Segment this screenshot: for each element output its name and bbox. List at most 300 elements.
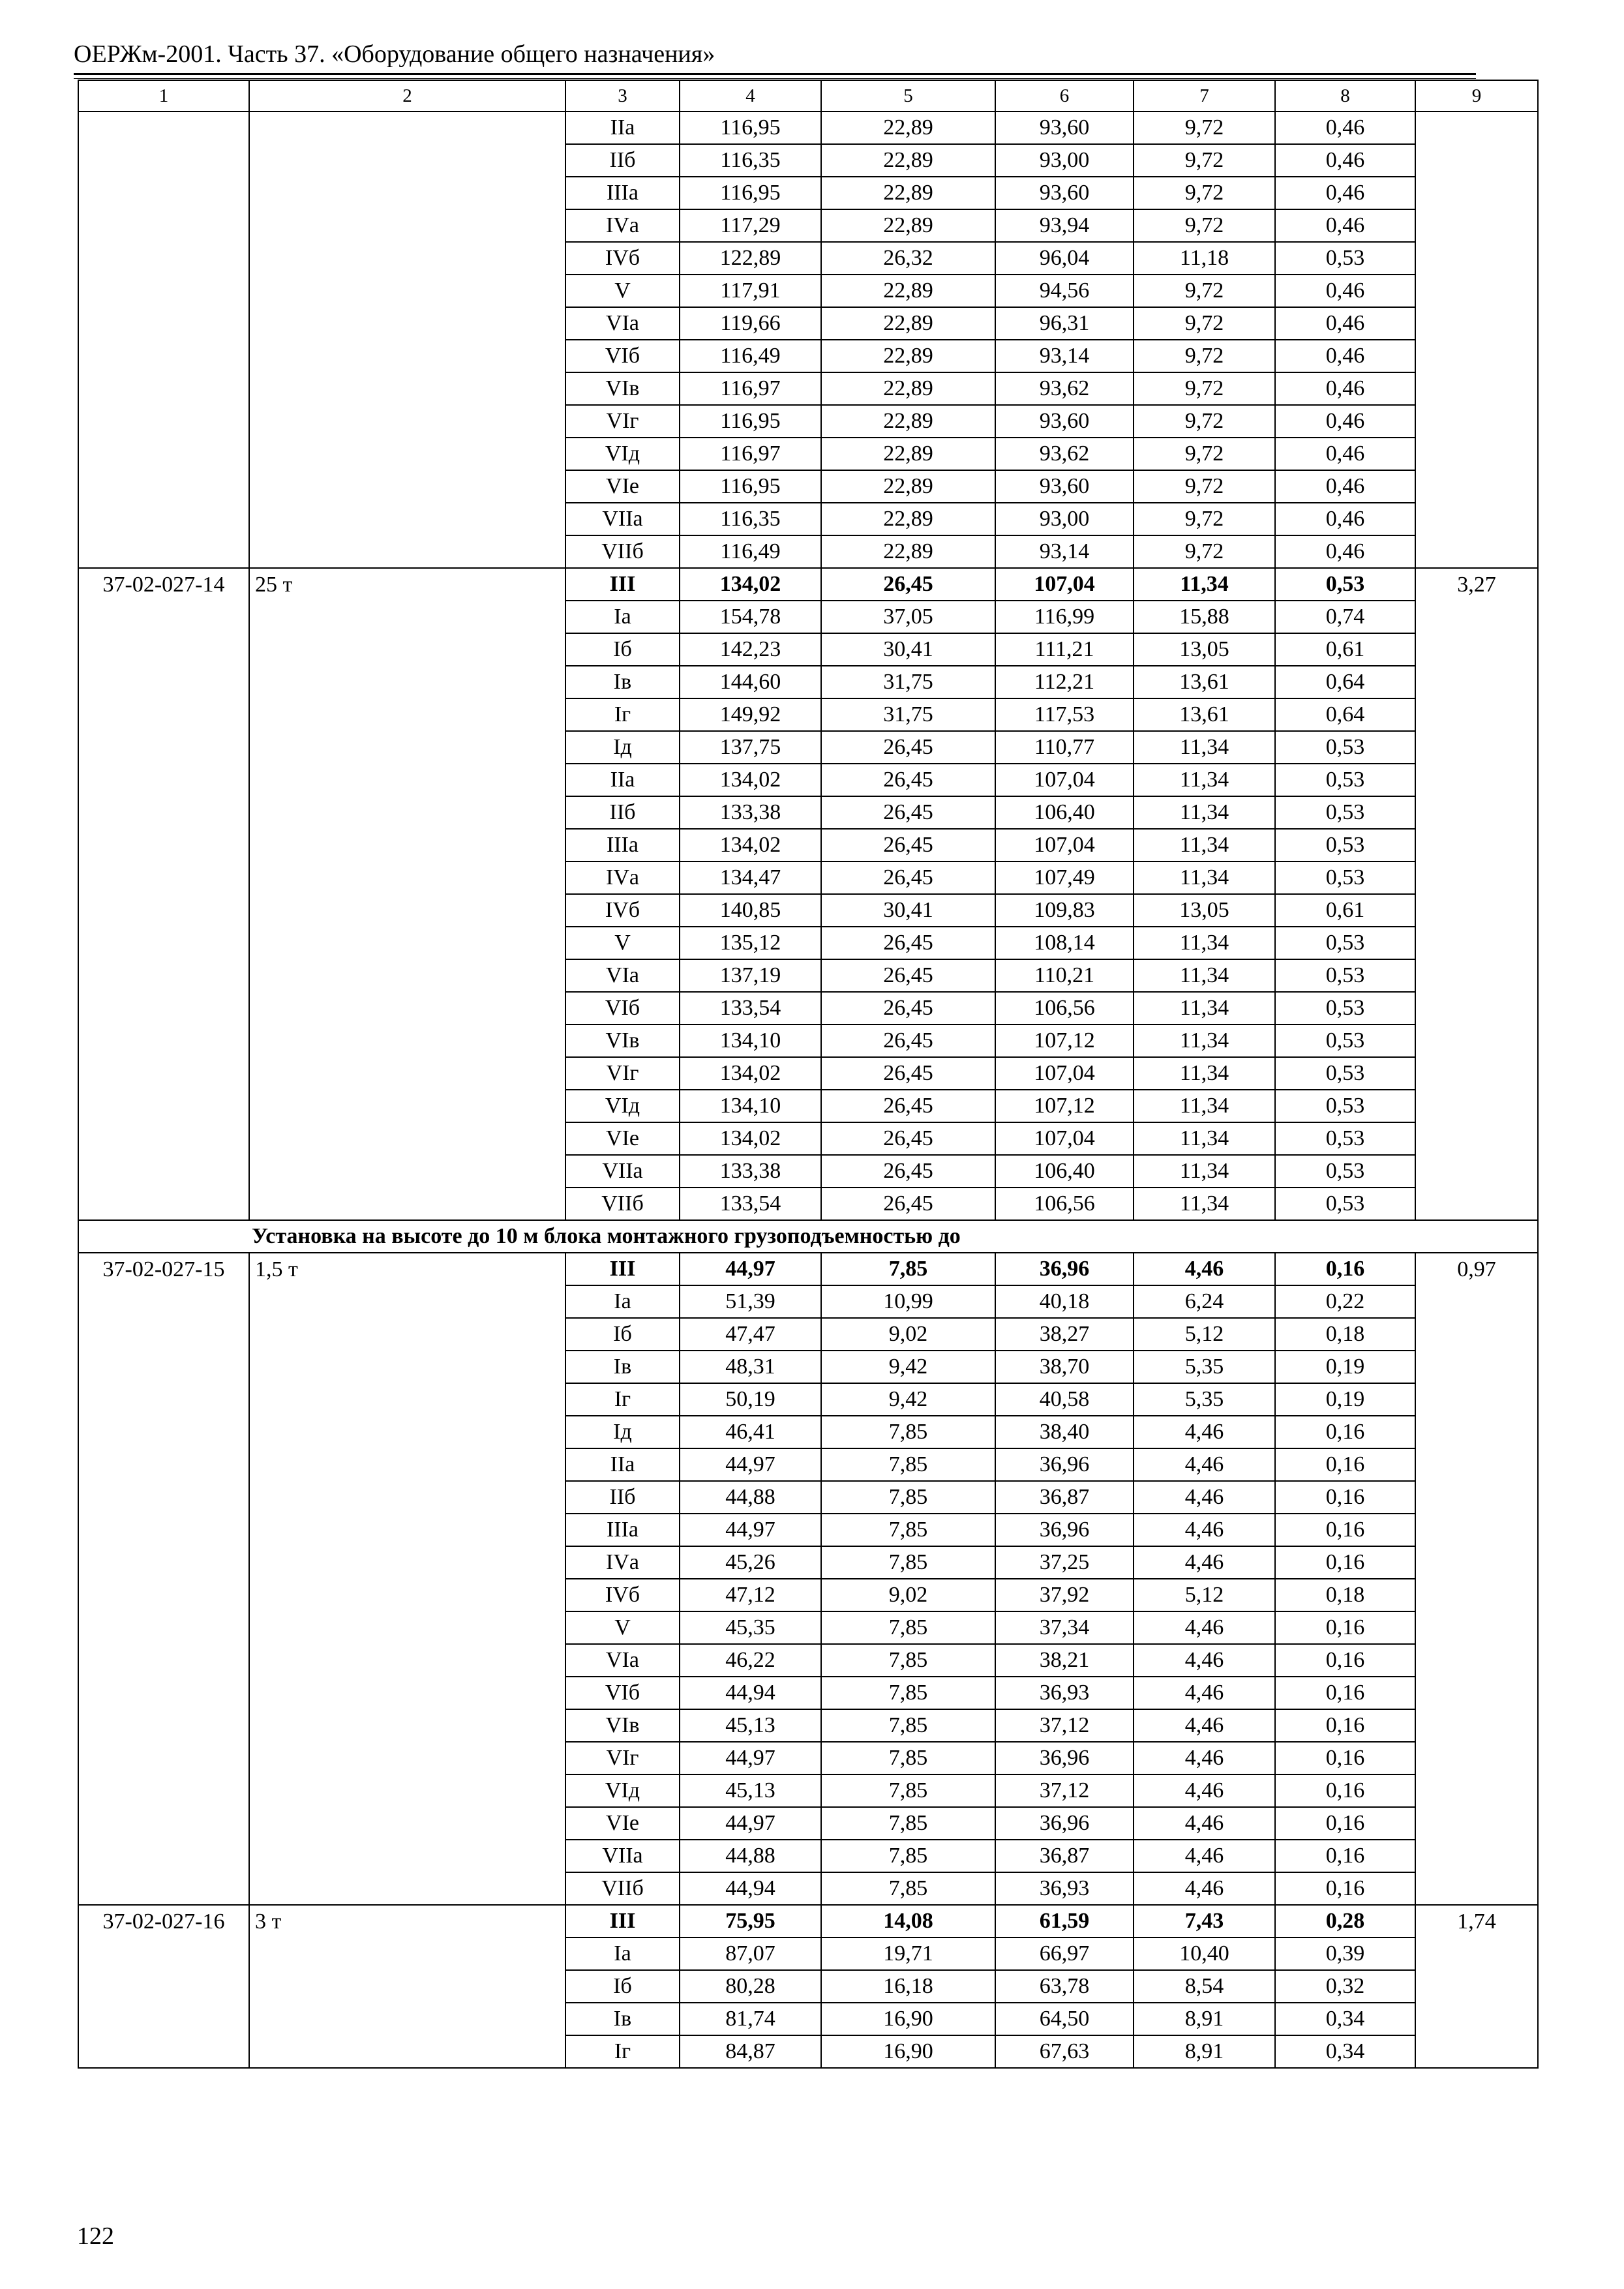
- value-cell: 6,24: [1134, 1285, 1275, 1318]
- value-cell: 0,53: [1275, 1025, 1415, 1057]
- zone-cell: VIг: [565, 405, 680, 438]
- value-cell: 0,46: [1275, 503, 1415, 535]
- value-cell: 11,34: [1134, 731, 1275, 764]
- zone-cell: Iд: [565, 731, 680, 764]
- value-cell: 13,61: [1134, 666, 1275, 698]
- value-cell: 4,46: [1134, 1611, 1275, 1644]
- value-cell: 0,53: [1275, 959, 1415, 992]
- value-cell: 16,18: [821, 1970, 995, 2003]
- value-cell: 7,85: [821, 1840, 995, 1872]
- zone-cell: Iд: [565, 1416, 680, 1448]
- value-cell: 4,46: [1134, 1481, 1275, 1514]
- page-number: 122: [77, 2222, 114, 2250]
- value-cell: 44,97: [680, 1448, 821, 1481]
- value-cell: 22,89: [821, 275, 995, 307]
- zone-cell: Iа: [565, 601, 680, 633]
- value-cell: 0,61: [1275, 633, 1415, 666]
- zone-cell: VIIа: [565, 503, 680, 535]
- zone-cell: VIб: [565, 1677, 680, 1709]
- value-cell: 93,62: [995, 438, 1134, 470]
- value-cell: 19,71: [821, 1937, 995, 1970]
- value-cell: 93,14: [995, 535, 1134, 568]
- value-cell: 0,53: [1275, 927, 1415, 959]
- value-cell: 137,75: [680, 731, 821, 764]
- value-cell: 0,53: [1275, 1188, 1415, 1220]
- value-cell: 116,95: [680, 405, 821, 438]
- zone-cell: VIе: [565, 1807, 680, 1840]
- zone-cell: IIа: [565, 1448, 680, 1481]
- value-cell: 13,05: [1134, 633, 1275, 666]
- value-cell: 140,85: [680, 894, 821, 927]
- value-cell: 4,46: [1134, 1774, 1275, 1807]
- value-cell: 133,54: [680, 1188, 821, 1220]
- zone-cell: VIд: [565, 1774, 680, 1807]
- value-cell: 116,97: [680, 372, 821, 405]
- value-cell: 9,72: [1134, 438, 1275, 470]
- item-name-cell: 1,5 т: [249, 1253, 565, 1905]
- zone-cell: VIд: [565, 438, 680, 470]
- value-cell: 46,22: [680, 1644, 821, 1677]
- value-cell: 10,40: [1134, 1937, 1275, 1970]
- value-cell: 45,13: [680, 1709, 821, 1742]
- value-cell: 9,72: [1134, 535, 1275, 568]
- zone-cell: VIIб: [565, 535, 680, 568]
- column-number-cell: 5: [821, 80, 995, 112]
- value-cell: 116,49: [680, 535, 821, 568]
- zone-cell: Iг: [565, 2035, 680, 2068]
- value-cell: 116,97: [680, 438, 821, 470]
- zone-cell: III: [565, 1905, 680, 1937]
- value-cell: 0,16: [1275, 1840, 1415, 1872]
- value-cell: 9,02: [821, 1579, 995, 1611]
- item-code-cell: [78, 112, 249, 568]
- value-cell: 81,74: [680, 2003, 821, 2035]
- value-cell: 11,34: [1134, 1057, 1275, 1090]
- zone-cell: VIб: [565, 340, 680, 372]
- col9-cell: 0,97: [1415, 1253, 1538, 1905]
- zone-cell: Iв: [565, 666, 680, 698]
- column-number-cell: 8: [1275, 80, 1415, 112]
- value-cell: 7,85: [821, 1253, 995, 1285]
- value-cell: 36,93: [995, 1872, 1134, 1905]
- value-cell: 26,45: [821, 568, 995, 601]
- value-cell: 0,46: [1275, 275, 1415, 307]
- value-cell: 0,16: [1275, 1481, 1415, 1514]
- value-cell: 7,43: [1134, 1905, 1275, 1937]
- zone-cell: V: [565, 927, 680, 959]
- value-cell: 93,14: [995, 340, 1134, 372]
- column-number-cell: 6: [995, 80, 1134, 112]
- value-cell: 7,85: [821, 1514, 995, 1546]
- value-cell: 7,85: [821, 1742, 995, 1774]
- value-cell: 116,95: [680, 112, 821, 144]
- value-cell: 22,89: [821, 405, 995, 438]
- value-cell: 84,87: [680, 2035, 821, 2068]
- value-cell: 22,89: [821, 209, 995, 242]
- item-code-cell: 37-02-027-15: [78, 1253, 249, 1905]
- value-cell: 0,19: [1275, 1351, 1415, 1383]
- value-cell: 63,78: [995, 1970, 1134, 2003]
- value-cell: 0,18: [1275, 1318, 1415, 1351]
- value-cell: 0,53: [1275, 731, 1415, 764]
- value-cell: 0,16: [1275, 1416, 1415, 1448]
- zone-cell: Iб: [565, 633, 680, 666]
- value-cell: 117,29: [680, 209, 821, 242]
- value-cell: 106,56: [995, 1188, 1134, 1220]
- value-cell: 134,02: [680, 1122, 821, 1155]
- value-cell: 0,16: [1275, 1774, 1415, 1807]
- value-cell: 9,72: [1134, 470, 1275, 503]
- value-cell: 7,85: [821, 1872, 995, 1905]
- zone-cell: Iа: [565, 1937, 680, 1970]
- value-cell: 0,34: [1275, 2035, 1415, 2068]
- value-cell: 0,22: [1275, 1285, 1415, 1318]
- zone-cell: IVа: [565, 209, 680, 242]
- value-cell: 66,97: [995, 1937, 1134, 1970]
- zone-cell: IVб: [565, 894, 680, 927]
- value-cell: 0,46: [1275, 112, 1415, 144]
- value-cell: 36,87: [995, 1481, 1134, 1514]
- value-cell: 5,35: [1134, 1383, 1275, 1416]
- value-cell: 37,05: [821, 601, 995, 633]
- table-row: [78, 1253, 1538, 1285]
- zone-cell: VIв: [565, 1709, 680, 1742]
- column-number-row: [78, 80, 1538, 112]
- value-cell: 22,89: [821, 177, 995, 209]
- value-cell: 26,45: [821, 861, 995, 894]
- value-cell: 30,41: [821, 894, 995, 927]
- value-cell: 47,12: [680, 1579, 821, 1611]
- zone-cell: VIв: [565, 1025, 680, 1057]
- value-cell: 0,61: [1275, 894, 1415, 927]
- value-cell: 0,46: [1275, 307, 1415, 340]
- value-cell: 106,56: [995, 992, 1134, 1025]
- value-cell: 0,53: [1275, 992, 1415, 1025]
- value-cell: 7,85: [821, 1481, 995, 1514]
- table-row: [78, 112, 1538, 144]
- item-name-cell: 3 т: [249, 1905, 565, 2068]
- value-cell: 109,83: [995, 894, 1134, 927]
- value-cell: 134,47: [680, 861, 821, 894]
- value-cell: 0,39: [1275, 1937, 1415, 1970]
- value-cell: 61,59: [995, 1905, 1134, 1937]
- value-cell: 108,14: [995, 927, 1134, 959]
- zone-cell: IVа: [565, 1546, 680, 1579]
- value-cell: 119,66: [680, 307, 821, 340]
- zone-cell: Iв: [565, 2003, 680, 2035]
- value-cell: 7,85: [821, 1416, 995, 1448]
- value-cell: 40,18: [995, 1285, 1134, 1318]
- value-cell: 0,32: [1275, 1970, 1415, 2003]
- value-cell: 26,45: [821, 829, 995, 861]
- value-cell: 11,34: [1134, 1188, 1275, 1220]
- value-cell: 16,90: [821, 2035, 995, 2068]
- value-cell: 0,53: [1275, 1090, 1415, 1122]
- value-cell: 11,34: [1134, 861, 1275, 894]
- value-cell: 9,72: [1134, 503, 1275, 535]
- value-cell: 46,41: [680, 1416, 821, 1448]
- value-cell: 26,45: [821, 764, 995, 796]
- value-cell: 9,72: [1134, 307, 1275, 340]
- header-rule-thin: [74, 78, 1476, 79]
- value-cell: 26,45: [821, 731, 995, 764]
- value-cell: 0,16: [1275, 1611, 1415, 1644]
- section-title: Установка на высоте до 10 м блока монтажного грузоподъемностью до: [252, 1224, 961, 1248]
- value-cell: 116,35: [680, 503, 821, 535]
- zone-cell: IVб: [565, 242, 680, 275]
- value-cell: 134,02: [680, 764, 821, 796]
- value-cell: 40,58: [995, 1383, 1134, 1416]
- value-cell: 64,50: [995, 2003, 1134, 2035]
- value-cell: 37,25: [995, 1546, 1134, 1579]
- zone-cell: VIб: [565, 992, 680, 1025]
- value-cell: 44,97: [680, 1807, 821, 1840]
- value-cell: 4,46: [1134, 1677, 1275, 1709]
- value-cell: 93,60: [995, 177, 1134, 209]
- zone-cell: IIб: [565, 796, 680, 829]
- value-cell: 0,16: [1275, 1807, 1415, 1840]
- value-cell: 11,34: [1134, 1025, 1275, 1057]
- value-cell: 38,27: [995, 1318, 1134, 1351]
- value-cell: 38,40: [995, 1416, 1134, 1448]
- item-code-cell: 37-02-027-16: [78, 1905, 249, 2068]
- value-cell: 111,21: [995, 633, 1134, 666]
- value-cell: 30,41: [821, 633, 995, 666]
- value-cell: 7,85: [821, 1611, 995, 1644]
- value-cell: 11,34: [1134, 1155, 1275, 1188]
- value-cell: 107,04: [995, 1057, 1134, 1090]
- value-cell: 93,94: [995, 209, 1134, 242]
- value-cell: 26,45: [821, 959, 995, 992]
- value-cell: 93,60: [995, 470, 1134, 503]
- zone-cell: IIIа: [565, 1514, 680, 1546]
- value-cell: 0,46: [1275, 144, 1415, 177]
- value-cell: 7,85: [821, 1774, 995, 1807]
- value-cell: 0,53: [1275, 1122, 1415, 1155]
- value-cell: 44,97: [680, 1514, 821, 1546]
- col9-cell: [1415, 112, 1538, 568]
- value-cell: 116,95: [680, 177, 821, 209]
- value-cell: 80,28: [680, 1970, 821, 2003]
- value-cell: 5,12: [1134, 1318, 1275, 1351]
- value-cell: 107,04: [995, 829, 1134, 861]
- value-cell: 4,46: [1134, 1546, 1275, 1579]
- rates-table-container: [78, 80, 1496, 2069]
- value-cell: 4,46: [1134, 1514, 1275, 1546]
- value-cell: 5,12: [1134, 1579, 1275, 1611]
- value-cell: 137,19: [680, 959, 821, 992]
- value-cell: 44,97: [680, 1742, 821, 1774]
- value-cell: 22,89: [821, 372, 995, 405]
- value-cell: 142,23: [680, 633, 821, 666]
- value-cell: 44,94: [680, 1677, 821, 1709]
- value-cell: 96,31: [995, 307, 1134, 340]
- value-cell: 9,02: [821, 1318, 995, 1351]
- zone-cell: III: [565, 568, 680, 601]
- value-cell: 116,35: [680, 144, 821, 177]
- value-cell: 26,45: [821, 1057, 995, 1090]
- item-name-cell: [249, 112, 565, 568]
- value-cell: 4,46: [1134, 1742, 1275, 1774]
- value-cell: 107,49: [995, 861, 1134, 894]
- value-cell: 0,53: [1275, 764, 1415, 796]
- value-cell: 0,16: [1275, 1448, 1415, 1481]
- value-cell: 22,89: [821, 340, 995, 372]
- value-cell: 93,00: [995, 503, 1134, 535]
- zone-cell: VIа: [565, 1644, 680, 1677]
- zone-cell: Iб: [565, 1970, 680, 2003]
- value-cell: 37,34: [995, 1611, 1134, 1644]
- value-cell: 26,45: [821, 1122, 995, 1155]
- value-cell: 0,53: [1275, 796, 1415, 829]
- value-cell: 4,46: [1134, 1807, 1275, 1840]
- value-cell: 0,64: [1275, 698, 1415, 731]
- value-cell: 11,34: [1134, 927, 1275, 959]
- value-cell: 44,88: [680, 1840, 821, 1872]
- value-cell: 0,18: [1275, 1579, 1415, 1611]
- value-cell: 116,95: [680, 470, 821, 503]
- column-number-cell: 3: [565, 80, 680, 112]
- value-cell: 36,96: [995, 1448, 1134, 1481]
- value-cell: 96,04: [995, 242, 1134, 275]
- value-cell: 0,46: [1275, 470, 1415, 503]
- value-cell: 9,72: [1134, 275, 1275, 307]
- value-cell: 8,91: [1134, 2035, 1275, 2068]
- value-cell: 44,88: [680, 1481, 821, 1514]
- value-cell: 8,54: [1134, 1970, 1275, 2003]
- value-cell: 133,38: [680, 1155, 821, 1188]
- value-cell: 44,97: [680, 1253, 821, 1285]
- zone-cell: VIг: [565, 1742, 680, 1774]
- value-cell: 67,63: [995, 2035, 1134, 2068]
- header-rule: [74, 73, 1476, 75]
- value-cell: 134,02: [680, 829, 821, 861]
- value-cell: 134,02: [680, 568, 821, 601]
- zone-cell: VIIб: [565, 1188, 680, 1220]
- value-cell: 9,72: [1134, 144, 1275, 177]
- zone-cell: Iб: [565, 1318, 680, 1351]
- value-cell: 9,42: [821, 1351, 995, 1383]
- value-cell: 11,34: [1134, 568, 1275, 601]
- value-cell: 26,45: [821, 1025, 995, 1057]
- zone-cell: VIе: [565, 1122, 680, 1155]
- zone-cell: V: [565, 275, 680, 307]
- value-cell: 4,46: [1134, 1840, 1275, 1872]
- value-cell: 0,46: [1275, 177, 1415, 209]
- value-cell: 4,46: [1134, 1644, 1275, 1677]
- value-cell: 116,49: [680, 340, 821, 372]
- column-number-cell: 9: [1415, 80, 1538, 112]
- value-cell: 0,46: [1275, 209, 1415, 242]
- value-cell: 47,47: [680, 1318, 821, 1351]
- value-cell: 116,99: [995, 601, 1134, 633]
- value-cell: 26,45: [821, 1155, 995, 1188]
- value-cell: 0,53: [1275, 1057, 1415, 1090]
- zone-cell: IIб: [565, 144, 680, 177]
- value-cell: 36,96: [995, 1742, 1134, 1774]
- value-cell: 7,85: [821, 1677, 995, 1709]
- value-cell: 9,72: [1134, 340, 1275, 372]
- value-cell: 9,72: [1134, 405, 1275, 438]
- value-cell: 9,72: [1134, 209, 1275, 242]
- zone-cell: VIIб: [565, 1872, 680, 1905]
- value-cell: 0,46: [1275, 535, 1415, 568]
- value-cell: 38,21: [995, 1644, 1134, 1677]
- value-cell: 45,35: [680, 1611, 821, 1644]
- column-number-cell: 7: [1134, 80, 1275, 112]
- rates-table-body: [78, 80, 1538, 2068]
- value-cell: 0,16: [1275, 1644, 1415, 1677]
- value-cell: 117,53: [995, 698, 1134, 731]
- value-cell: 0,53: [1275, 568, 1415, 601]
- zone-cell: Iв: [565, 1351, 680, 1383]
- value-cell: 13,61: [1134, 698, 1275, 731]
- value-cell: 0,28: [1275, 1905, 1415, 1937]
- value-cell: 16,90: [821, 2003, 995, 2035]
- value-cell: 134,10: [680, 1090, 821, 1122]
- value-cell: 134,10: [680, 1025, 821, 1057]
- value-cell: 26,45: [821, 796, 995, 829]
- value-cell: 122,89: [680, 242, 821, 275]
- col9-cell: 1,74: [1415, 1905, 1538, 2068]
- value-cell: 112,21: [995, 666, 1134, 698]
- column-number-cell: 2: [249, 80, 565, 112]
- value-cell: 0,64: [1275, 666, 1415, 698]
- value-cell: 93,60: [995, 405, 1134, 438]
- value-cell: 133,38: [680, 796, 821, 829]
- value-cell: 44,94: [680, 1872, 821, 1905]
- column-number-cell: 4: [680, 80, 821, 112]
- section-title-row: [78, 1220, 1538, 1253]
- zone-cell: VIIа: [565, 1840, 680, 1872]
- value-cell: 4,46: [1134, 1709, 1275, 1742]
- rates-table: [78, 80, 1539, 2069]
- value-cell: 93,00: [995, 144, 1134, 177]
- value-cell: 106,40: [995, 1155, 1134, 1188]
- value-cell: 8,91: [1134, 2003, 1275, 2035]
- value-cell: 22,89: [821, 307, 995, 340]
- value-cell: 11,34: [1134, 1090, 1275, 1122]
- value-cell: 31,75: [821, 698, 995, 731]
- value-cell: 11,34: [1134, 959, 1275, 992]
- value-cell: 36,96: [995, 1514, 1134, 1546]
- zone-cell: Iа: [565, 1285, 680, 1318]
- value-cell: 36,96: [995, 1807, 1134, 1840]
- value-cell: 133,54: [680, 992, 821, 1025]
- value-cell: 7,85: [821, 1546, 995, 1579]
- value-cell: 7,85: [821, 1644, 995, 1677]
- value-cell: 0,53: [1275, 829, 1415, 861]
- value-cell: 48,31: [680, 1351, 821, 1383]
- value-cell: 37,12: [995, 1774, 1134, 1807]
- value-cell: 22,89: [821, 438, 995, 470]
- table-row: [78, 1905, 1538, 1937]
- value-cell: 31,75: [821, 666, 995, 698]
- value-cell: 36,87: [995, 1840, 1134, 1872]
- value-cell: 0,46: [1275, 372, 1415, 405]
- page-header-title: ОЕРЖм-2001. Часть 37. «Оборудование общего назначения»: [74, 40, 715, 68]
- value-cell: 22,89: [821, 144, 995, 177]
- value-cell: 7,85: [821, 1807, 995, 1840]
- value-cell: 0,53: [1275, 861, 1415, 894]
- value-cell: 9,42: [821, 1383, 995, 1416]
- zone-cell: IIа: [565, 764, 680, 796]
- value-cell: 110,21: [995, 959, 1134, 992]
- value-cell: 11,34: [1134, 796, 1275, 829]
- zone-cell: VIе: [565, 470, 680, 503]
- value-cell: 0,16: [1275, 1253, 1415, 1285]
- value-cell: 0,16: [1275, 1677, 1415, 1709]
